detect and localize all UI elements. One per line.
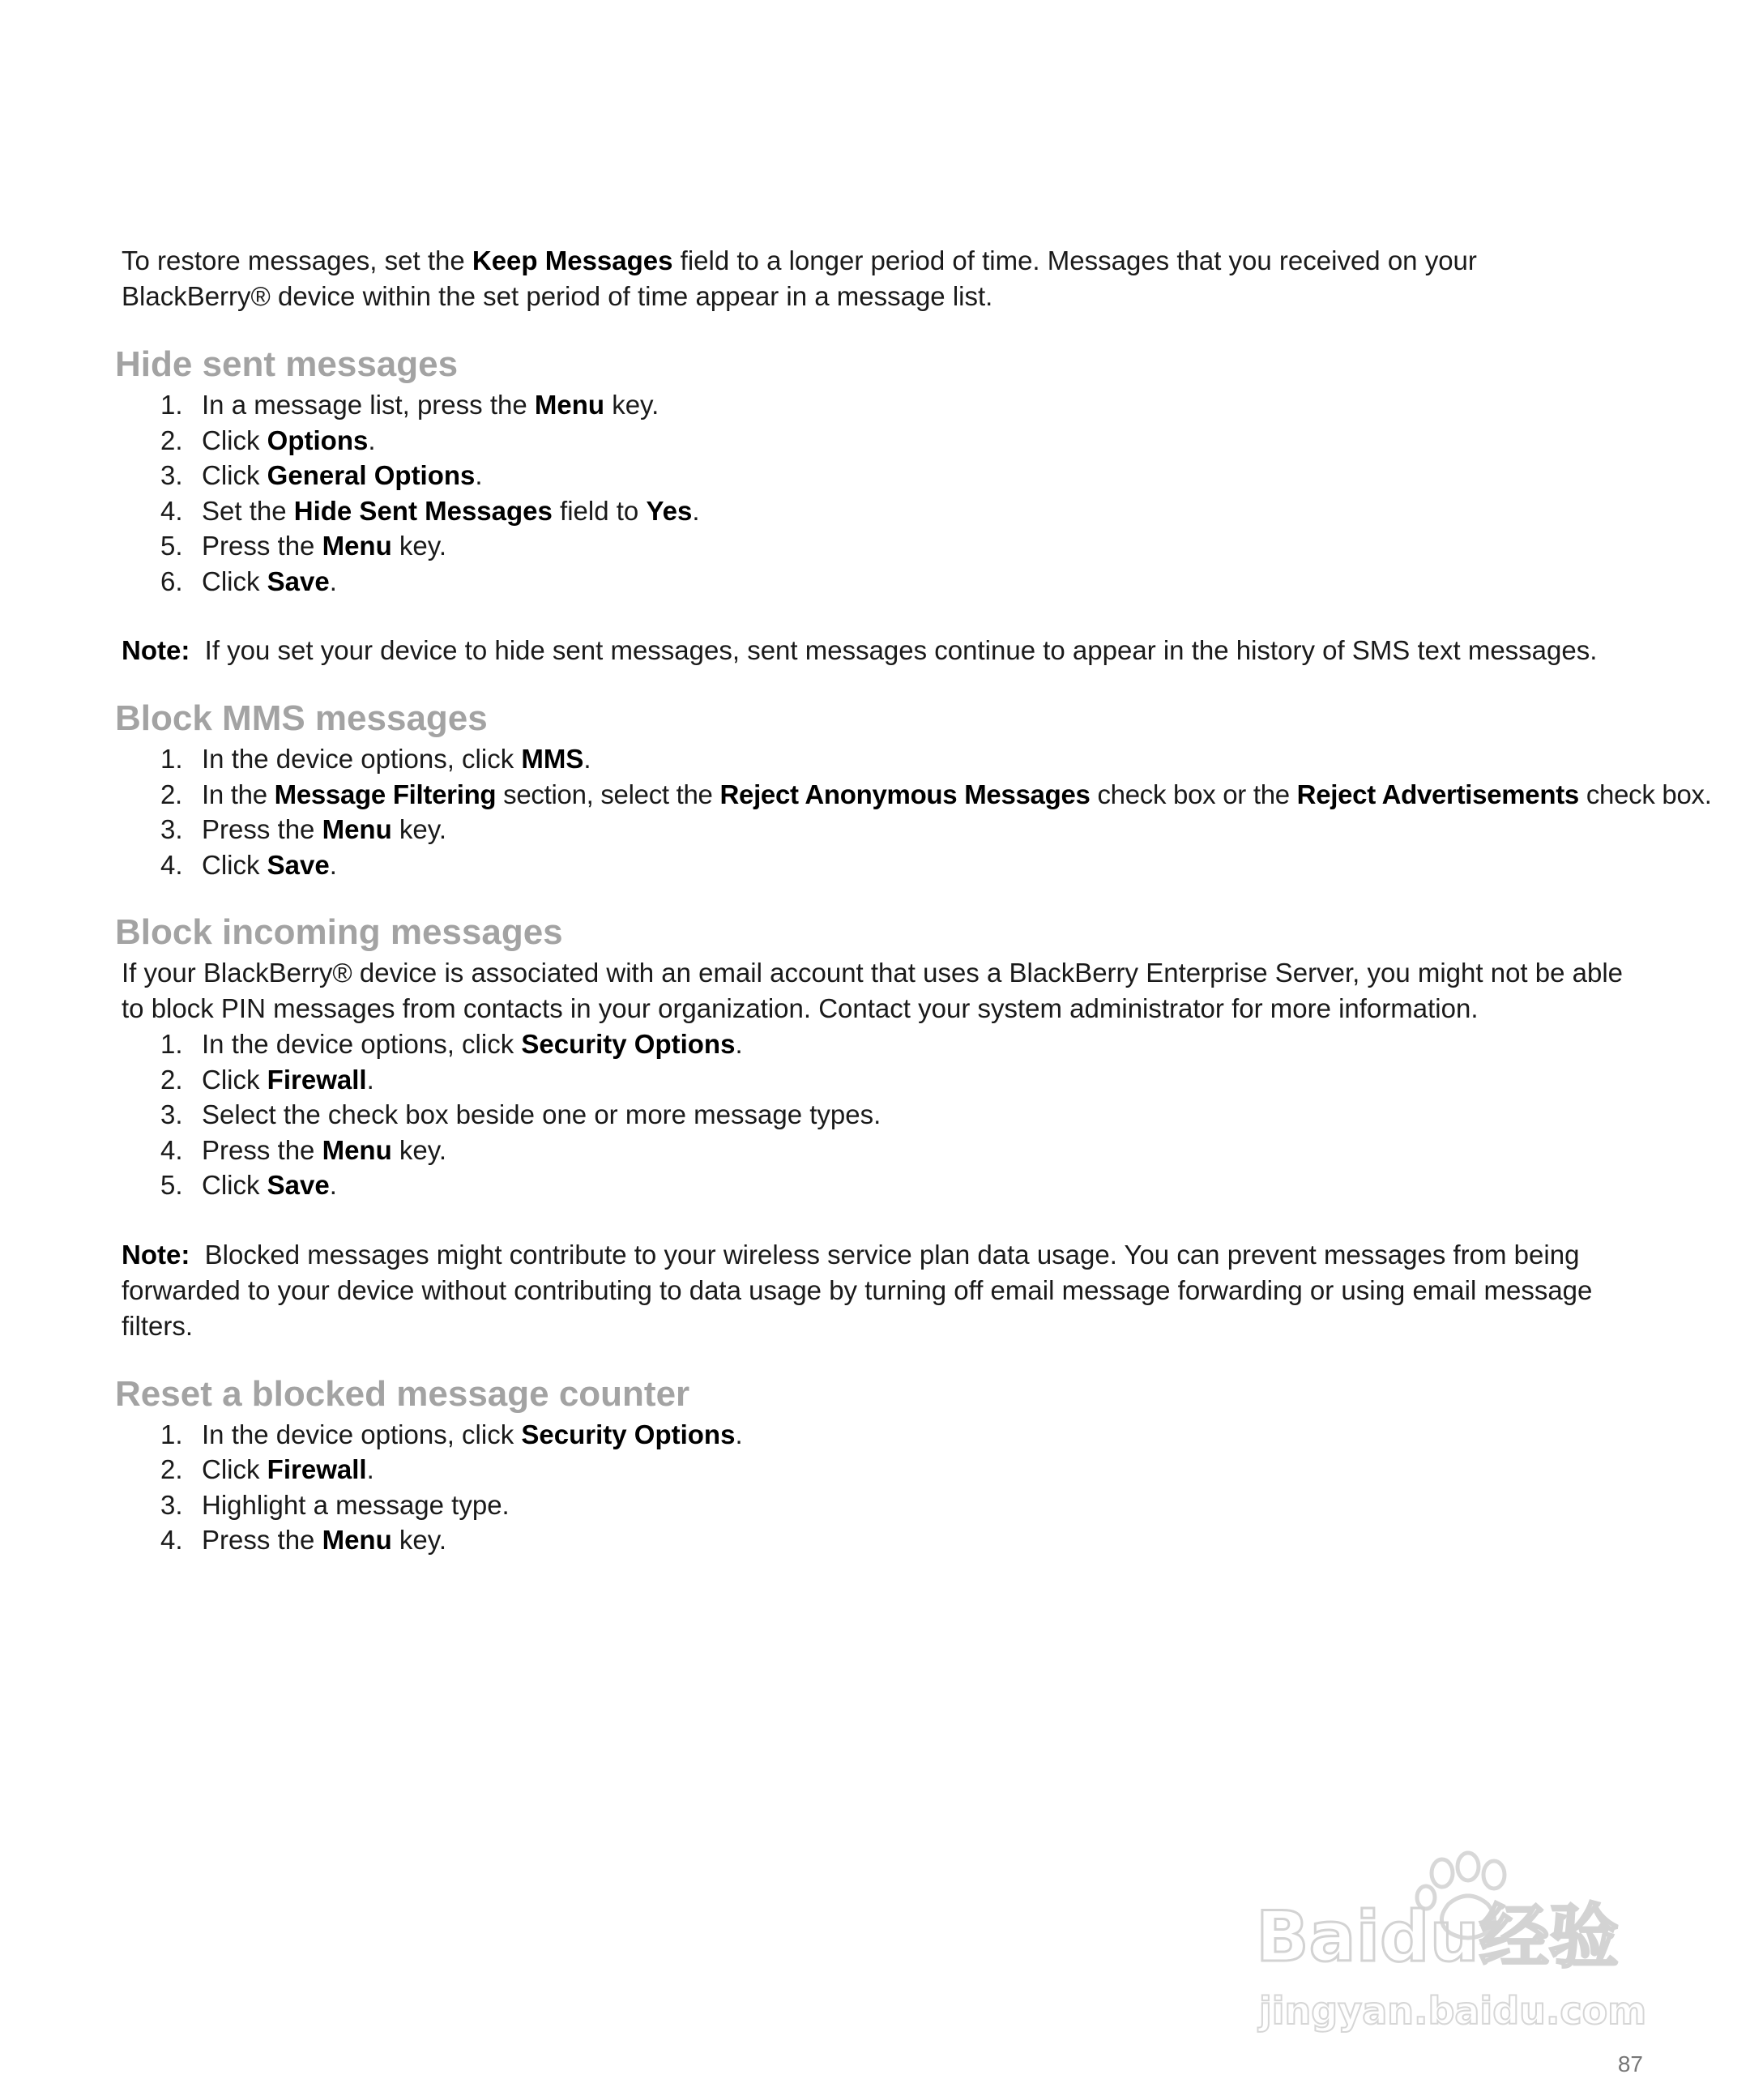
section-title-reset-counter: Reset a blocked message counter: [115, 1373, 690, 1414]
intro-paragraph: [122, 243, 1628, 314]
page-number: 87: [1617, 2051, 1643, 2077]
list-item: 4. Press the Menu key.: [122, 1522, 1661, 1558]
list-item: 3. Press the Menu key.: [122, 812, 1661, 847]
step-number: 2.: [160, 1454, 183, 1484]
step-number: 3.: [160, 814, 183, 844]
step-number: 5.: [160, 1170, 183, 1200]
step-number: 6.: [160, 566, 183, 596]
list-item: 1. In a message list, press the Menu key.: [122, 387, 1661, 423]
intro-text-2: field to a longer period of time. Messages that you received on your BlackBerry® device within the set period of time appear in a message list.: [122, 245, 1477, 311]
reset-steps: [122, 1417, 1661, 1558]
note-label: Note:: [122, 635, 190, 665]
intro-text-1: To restore messages, set the: [122, 245, 472, 275]
list-item: 3. Click General Options.: [122, 458, 1661, 493]
list-item: 2. Click Firewall.: [122, 1062, 1661, 1098]
list-item: 3. Highlight a message type.: [122, 1488, 1661, 1523]
step-number: 2.: [160, 1064, 183, 1095]
page-content: [115, 243, 1712, 1558]
watermark-logo-text: Baidu经验: [1256, 1897, 1619, 1978]
section-title-hide-sent: Hide sent messages: [115, 344, 459, 384]
step-number: 5.: [160, 531, 183, 561]
list-item: 2. In the Message Filtering section, select the Reject Anonymous Messages check box or the Reject Advertisements check box.: [122, 777, 1661, 813]
step-number: 4.: [160, 1134, 183, 1165]
list-item: 6. Click Save.: [122, 564, 1661, 600]
list-item: 2. Click Firewall.: [122, 1452, 1661, 1488]
list-item: 4. Set the Hide Sent Messages field to Yes.: [122, 493, 1661, 529]
list-item: 4. Press the Menu key.: [122, 1133, 1661, 1168]
step-number: 1.: [160, 744, 183, 774]
step-number: 1.: [160, 1029, 183, 1059]
hide-steps: [122, 387, 1661, 599]
mms-steps: [122, 741, 1712, 882]
list-item: 1. In the device options, click MMS.: [122, 741, 1661, 777]
note-label: Note:: [122, 1239, 190, 1270]
incoming-intro: If your BlackBerry® device is associated with an email account that uses a BlackBerry Enterprise Server, you might not be able to block PIN messages from contacts in your organization. Contact your system administrator for more information.: [122, 958, 1624, 1023]
watermark-url-text: jingyan.baidu.com: [1259, 1989, 1647, 2033]
note-text: Blocked messages might contribute to your wireless service plan data usage. You can prevent messages from being forwarded to your device without contributing to data usage by turning off email message forwarding or using email message filters.: [122, 1239, 1600, 1341]
list-item: 5. Click Save.: [122, 1167, 1661, 1203]
step-number: 1.: [160, 1419, 183, 1449]
note-text: If you set your device to hide sent messages, sent messages continue to appear in the history of SMS text messages.: [190, 635, 1598, 665]
note-block-incoming: [122, 1237, 1653, 1344]
section-title-block-incoming: Block incoming messages: [115, 912, 563, 952]
list-item: 1. In the device options, click Security Options.: [122, 1417, 1661, 1453]
intro-bold: Keep Messages: [472, 245, 673, 275]
incoming-steps: [122, 1027, 1661, 1203]
step-number: 2.: [160, 425, 183, 455]
note-hide-sent: [122, 633, 1661, 668]
step-number: 3.: [160, 1489, 183, 1520]
step-number: 4.: [160, 495, 183, 526]
baidu-watermark: [1248, 1847, 1669, 2050]
list-item: 2. Click Options.: [122, 423, 1661, 459]
step-number: 1.: [160, 390, 183, 420]
step-number: 4.: [160, 849, 183, 880]
step-number: 3.: [160, 460, 183, 490]
section-title-block-mms: Block MMS messages: [115, 698, 488, 738]
list-item: 5. Press the Menu key.: [122, 528, 1661, 564]
list-item: 3. Select the check box beside one or more message types.: [122, 1097, 1661, 1133]
baidu-paw-icon: [1248, 1847, 1669, 2050]
list-item: 4. Click Save.: [122, 847, 1661, 883]
step-number: 4.: [160, 1525, 183, 1555]
list-item: 1. In the device options, click Security Options.: [122, 1027, 1661, 1062]
step-number: 3.: [160, 1099, 183, 1129]
step-number: 2.: [160, 779, 182, 809]
